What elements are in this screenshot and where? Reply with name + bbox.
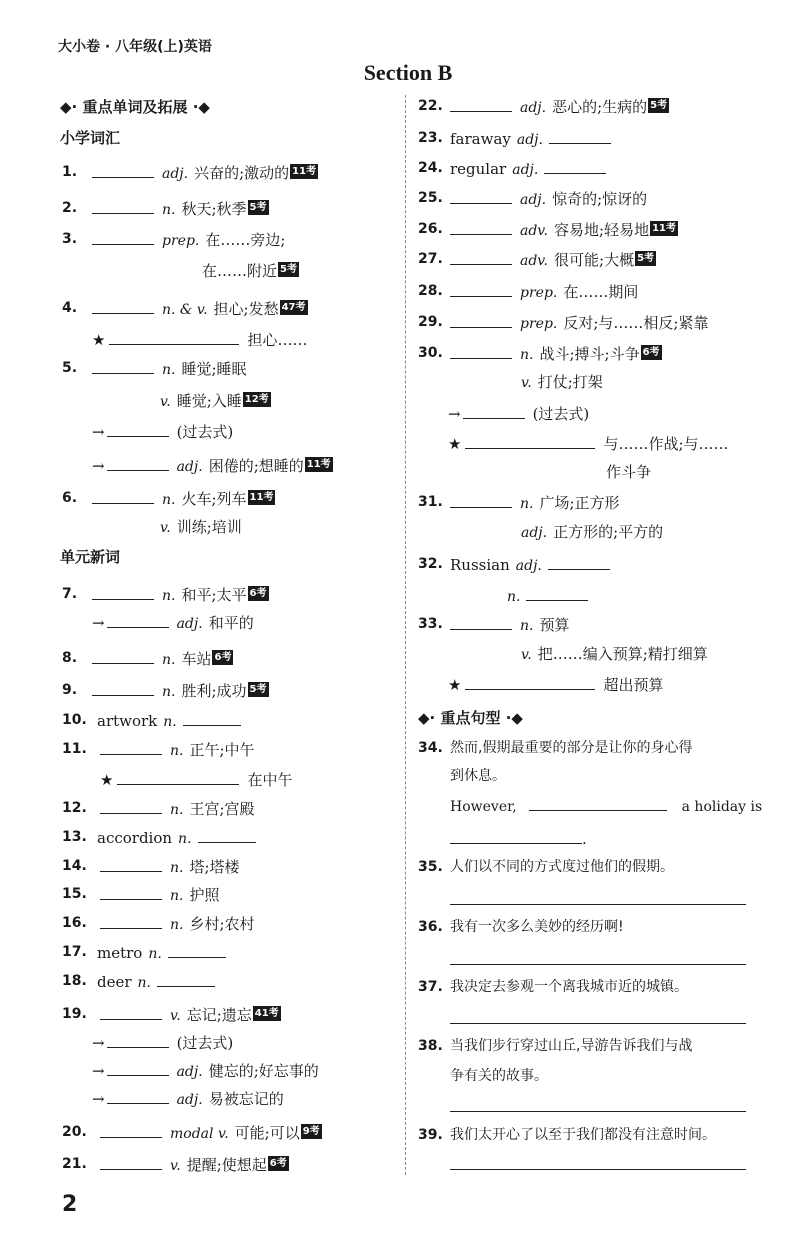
star-icon: ★ [92,331,106,349]
answer-blank[interactable] [92,680,154,696]
answer-blank[interactable] [100,884,162,900]
answer-line[interactable] [450,904,746,905]
exam-count-badge: 11考 [306,459,331,470]
answer-line[interactable] [450,1023,746,1024]
answer-blank[interactable] [450,281,512,297]
star-icon: ★ [100,771,114,789]
answer-blank[interactable] [92,198,154,214]
answer-line[interactable] [450,964,746,965]
arrow-icon: → [92,1062,105,1080]
diamond-icon: ◆· [60,98,78,116]
answer-blank[interactable] [157,971,215,987]
exam-count-badge: 5考 [249,202,267,213]
answer-blank[interactable] [92,229,154,245]
subheading-primary-vocab: 小学词汇 [60,129,121,147]
answer-blank[interactable] [450,312,512,328]
page-number: 2 [62,1192,78,1217]
list-item: → adj. 健忘的;好忘事的 [92,1062,319,1080]
answer-blank[interactable] [100,798,162,814]
list-item: → adj. 和平的 [92,614,254,632]
answer-blank[interactable] [529,795,667,811]
exam-count-badge: 5考 [249,684,267,695]
exam-count-badge: 47考 [281,302,306,313]
diamond-icon: ·◆ [505,709,523,727]
answer-blank[interactable] [198,827,256,843]
list-item: → (过去式) [448,405,590,423]
sentence-prompt: However, a holiday is [450,795,762,817]
answer-blank[interactable] [117,769,239,785]
answer-blank[interactable] [463,403,525,419]
section-heading-key-sentences: ◆· 重点句型 ·◆ [418,709,523,727]
list-item: 在……附近 5考 [202,262,297,280]
exam-count-badge: 12考 [244,394,269,405]
answer-blank[interactable] [107,1060,169,1076]
answer-line[interactable] [450,1111,746,1112]
answer-blank[interactable] [450,614,512,630]
answer-blank[interactable] [107,455,169,471]
star-icon: ★ [448,435,462,453]
answer-blank[interactable] [100,739,162,755]
answer-blank[interactable] [92,298,154,314]
answer-blank[interactable] [548,554,610,570]
list-item: ★ 担心…… [92,331,308,349]
answer-blank[interactable] [183,710,241,726]
list-item: v. 睡觉;入睡 12考 [160,392,269,410]
section-title: Section B [363,60,453,85]
answer-blank[interactable] [107,612,169,628]
list-item: → (过去式) [92,1034,234,1052]
column-divider [405,95,406,1175]
subheading-unit-new-words: 单元新词 [60,548,121,566]
exam-count-badge: 6考 [269,1158,287,1169]
exam-count-badge: 11考 [292,166,317,177]
diamond-icon: ◆· [418,709,436,727]
answer-blank[interactable] [168,942,226,958]
exam-count-badge: 6考 [249,588,267,599]
sentence-prompt: . [450,828,587,849]
section-heading-key-words: ◆· 重点单词及拓展 ·◆ [60,98,210,116]
book-header: 大小卷 · 八年级(上)英语 [58,39,212,55]
exam-count-badge: 6考 [642,347,660,358]
list-item: v. 训练;培训 [160,518,242,536]
answer-blank[interactable] [107,1032,169,1048]
list-item: ★ 在中午 [100,771,293,789]
answer-blank[interactable] [450,492,512,508]
arrow-icon: → [92,1090,105,1108]
answer-blank[interactable] [450,343,512,359]
answer-blank[interactable] [450,96,512,112]
answer-blank[interactable] [109,329,239,345]
exam-count-badge: 6考 [214,652,232,663]
sentence-continuation: 争有关的故事。 [450,1068,548,1084]
answer-blank[interactable] [92,488,154,504]
list-item: ★ 超出预算 [448,676,664,694]
diamond-icon: ·◆ [192,98,210,116]
list-item: n. [507,585,596,607]
list-item: → adj. 易被忘记的 [92,1090,284,1108]
star-icon: ★ [448,676,462,694]
arrow-icon: → [448,405,461,423]
arrow-icon: → [92,423,105,441]
list-item: adj. 正方形的;平方的 [521,523,664,541]
list-item: ★ 与……作战;与…… [448,435,729,453]
answer-blank[interactable] [100,913,162,929]
answer-blank[interactable] [100,1004,162,1020]
answer-blank[interactable] [92,648,154,664]
answer-blank[interactable] [107,421,169,437]
arrow-icon: → [92,1034,105,1052]
answer-blank[interactable] [92,358,154,374]
exam-count-badge: 11考 [249,492,274,503]
answer-blank[interactable] [100,1154,162,1170]
exam-count-badge: 11考 [652,223,676,234]
exam-count-badge: 5考 [637,253,655,264]
list-item: v. 打仗;打架 [521,373,603,391]
list-item: → adj. 困倦的;想睡的 11考 [92,457,331,475]
arrow-icon: → [92,614,105,632]
answer-blank[interactable] [544,158,606,174]
exam-count-badge: 5考 [280,264,297,275]
list-item: → (过去式) [92,423,234,441]
list-item: v. 把……编入预算;精打细算 [521,645,708,663]
answer-blank[interactable] [107,1088,169,1104]
answer-blank[interactable] [450,219,512,235]
answer-blank[interactable] [450,249,512,265]
answer-blank[interactable] [100,856,162,872]
list-item: 作斗争 [606,463,652,481]
answer-blank[interactable] [526,585,588,601]
answer-blank[interactable] [92,584,154,600]
answer-blank[interactable] [549,128,611,144]
answer-blank[interactable] [100,1122,162,1138]
exam-count-badge: 41考 [254,1008,279,1019]
answer-blank[interactable] [465,674,595,690]
exam-count-badge: 9考 [302,1126,320,1137]
sentence-continuation: 到休息。 [450,768,506,784]
answer-line[interactable] [450,1169,746,1170]
answer-blank[interactable] [92,162,154,178]
answer-blank[interactable] [465,433,595,449]
answer-blank[interactable] [450,828,582,844]
exam-count-badge: 5考 [650,100,668,111]
arrow-icon: → [92,457,105,475]
answer-blank[interactable] [450,188,512,204]
